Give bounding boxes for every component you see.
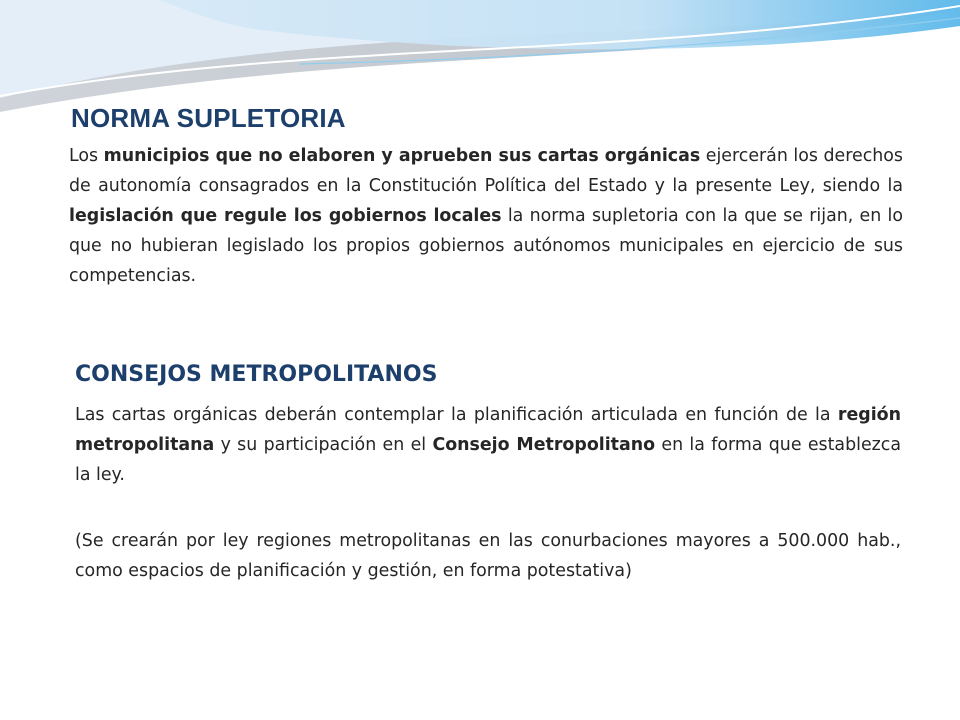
section-title-consejos-metropolitanos: CONSEJOS METROPOLITANOS bbox=[75, 362, 438, 387]
text-run: ejercerán los derechos de autonomía consagrados en la Constitución Política del Estado y la presente Ley, siendo la bbox=[69, 146, 903, 196]
text-run: en la forma que establezca la ley. bbox=[75, 435, 901, 485]
text-run: Los bbox=[69, 146, 104, 166]
text-run: Las cartas orgánicas deberán contemplar la planificación articulada en función de la bbox=[75, 405, 838, 425]
text-run: la norma supletoria con la que se rijan, en lo que no hubieran legislado los propios gobiernos autónomos municipales en ejercicio de sus competencias. bbox=[69, 206, 903, 286]
paragraph-consejos-metropolitanos bbox=[75, 400, 901, 490]
header-wave-decoration bbox=[0, 0, 960, 120]
bold-text-run: región metropolitana bbox=[75, 405, 901, 455]
bold-text-run: Consejo Metropolitano bbox=[432, 435, 656, 455]
bold-text-run: legislación que regule los gobiernos locales bbox=[69, 206, 502, 226]
paragraph-note: (Se crearán por ley regiones metropolitanas en las conurbaciones mayores a 500.000 hab., como espacios de planificación y gestión, en forma potestativa) bbox=[75, 531, 901, 581]
section-title-norma-supletoria: NORMA SUPLETORIA bbox=[71, 103, 346, 133]
text-run: y su participación en el bbox=[214, 435, 433, 455]
bold-text-run: municipios que no elaboren y aprueben sus cartas orgánicas bbox=[103, 146, 701, 166]
paragraph-norma-supletoria bbox=[69, 141, 903, 291]
